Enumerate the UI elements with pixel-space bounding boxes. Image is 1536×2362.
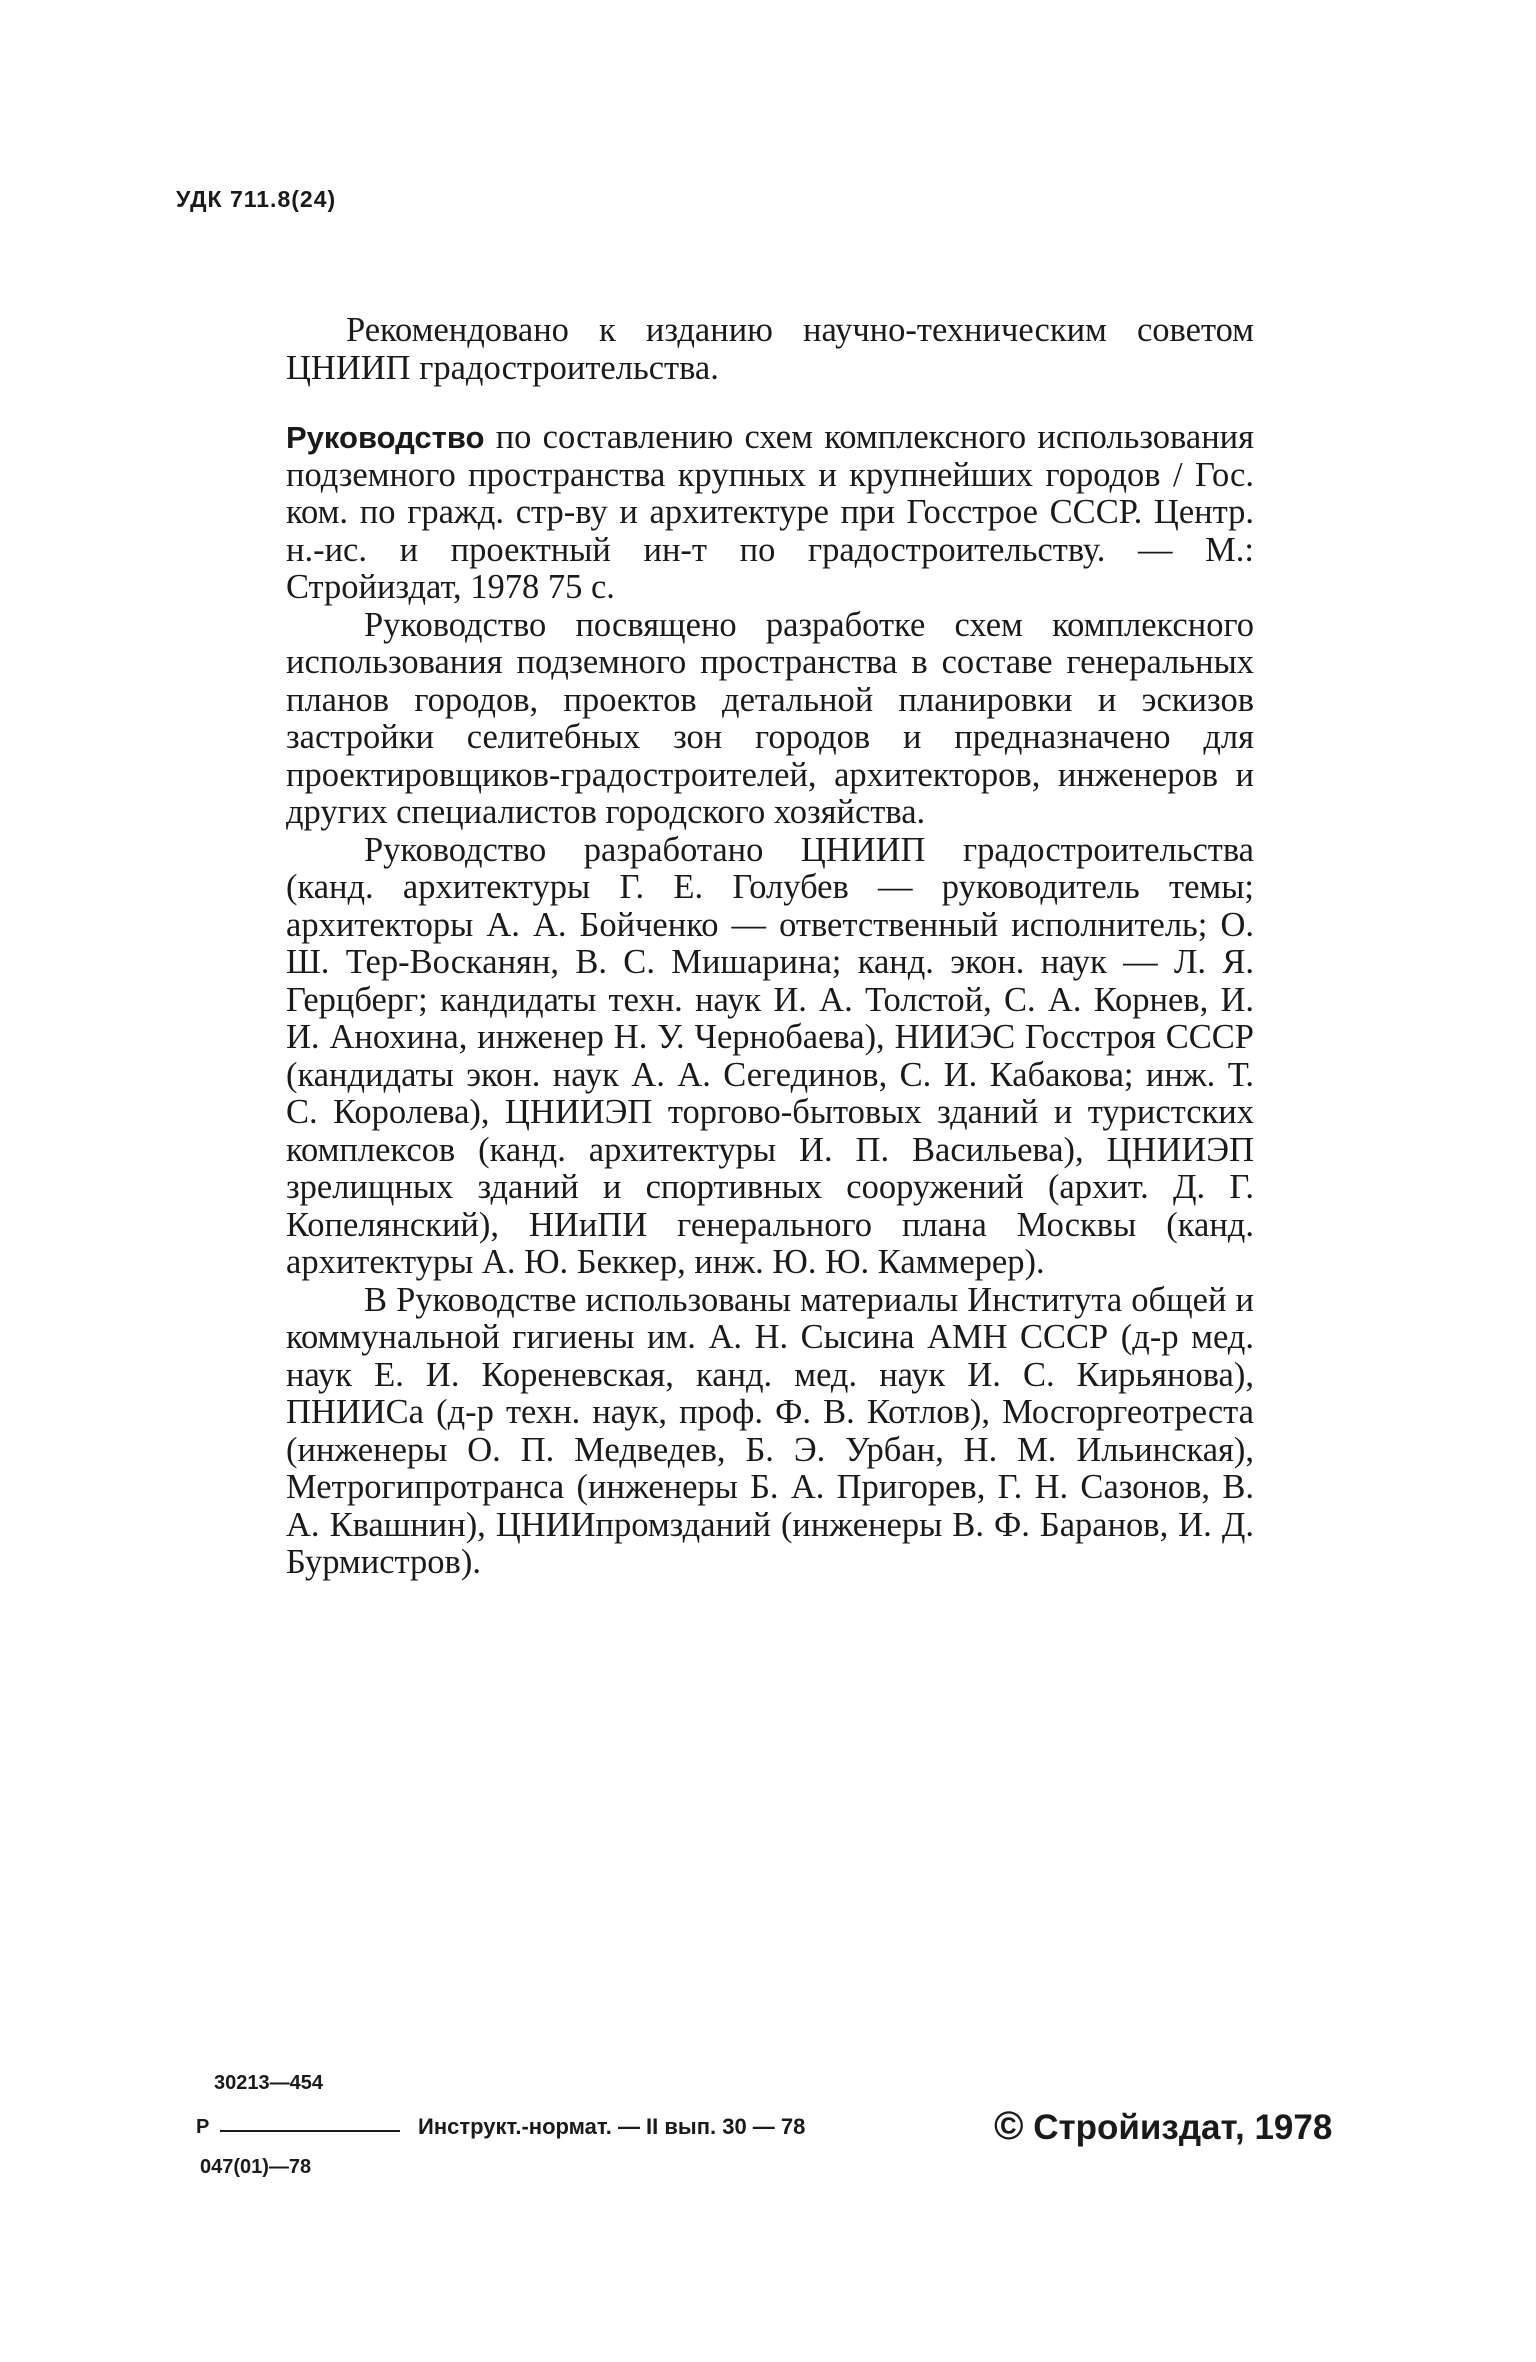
classification-code-top: 30213—454 bbox=[214, 2072, 323, 2094]
description-title: Руководство bbox=[286, 420, 485, 455]
copyright-text: Стройиздат, 1978 bbox=[1033, 2108, 1333, 2147]
fraction-rule bbox=[220, 2130, 400, 2132]
annotation-paragraph: Руководство посвящено разработке схем комплексного использования подземного пространства в составе генеральных планов городов, проектов детальной планировки и эскизов застройки селитебных зон городов и предназначено для проектировщиков-градостроителей, архитекторов, инженеров и других специалистов городского хозяйства. bbox=[286, 605, 1254, 831]
recommendation-note: Рекомендовано к изданию научно-техническим советом ЦНИИП градостроительства. bbox=[286, 311, 1254, 387]
copyright-notice bbox=[994, 2104, 1332, 2149]
udk-code: УДК 711.8(24) bbox=[176, 186, 337, 212]
instruction-note: Инструкт.-нормат. — II вып. 30 — 78 bbox=[418, 2114, 806, 2139]
bibliographic-description bbox=[286, 419, 1254, 607]
page-body bbox=[286, 312, 1254, 1582]
classification-code-letter: Р bbox=[196, 2116, 210, 2138]
copyright-icon: © bbox=[994, 2104, 1024, 2148]
materials-paragraph: В Руководстве использованы материалы Института общей и коммунальной гигиены им. А. Н. Сысина АМН СССР (д-р мед. наук Е. И. Кореневская, канд. мед. наук И. С. Кирьянова), ПНИИСа (д-р техн. наук, проф. Ф. В. Котлов), Мосгоргеотреста (инженеры О. П. Медведев, Б. Э. Урбан, Н. М. Ильинская), Метрогипротранса (инженеры Б. А. Пригорев, Г. Н. Сазонов, В. А. Квашнин), ЦНИИпромзданий (инженеры В. Ф. Баранов, И. Д. Бурмистров). bbox=[286, 1280, 1254, 1581]
authors-paragraph: Руководство разработано ЦНИИП градостроительства (канд. архитектуры Г. Е. Голубев — руководитель темы; архитекторы А. А. Бойченко — ответственный исполнитель; О. Ш. Тер-Восканян, В. С. Мишарина; канд. экон. наук — Л. Я. Герцберг; кандидаты техн. наук И. А. Толстой, С. А. Корнев, И. И. Анохина, инженер Н. У. Чернобаева), НИИЭС Госстроя СССР (кандидаты экон. наук А. А. Сегединов, С. И. Кабакова; инж. Т. С. Королева), ЦНИИЭП торгово-бытовых зданий и туристских комплексов (канд. архитектуры И. П. Васильева), ЦНИИЭП зрелищных зданий и спортивных сооружений (архит. Д. Г. Копелянский), НИиПИ генерального плана Москвы (канд. архитектуры А. Ю. Беккер, инж. Ю. Ю. Каммерер). bbox=[286, 830, 1254, 1281]
description-rest: по составлению схем комплексного использования подземного пространства крупных и крупнейших городов / Гос. ком. по гражд. стр-ву и архитектуре при Госстрое СССР. Центр. н.-ис. и проектный ин-т по градостроительству. — М.: Стройиздат, 1978 75 с. bbox=[286, 418, 1254, 606]
classification-code-bottom: 047(01)—78 bbox=[200, 2156, 312, 2178]
